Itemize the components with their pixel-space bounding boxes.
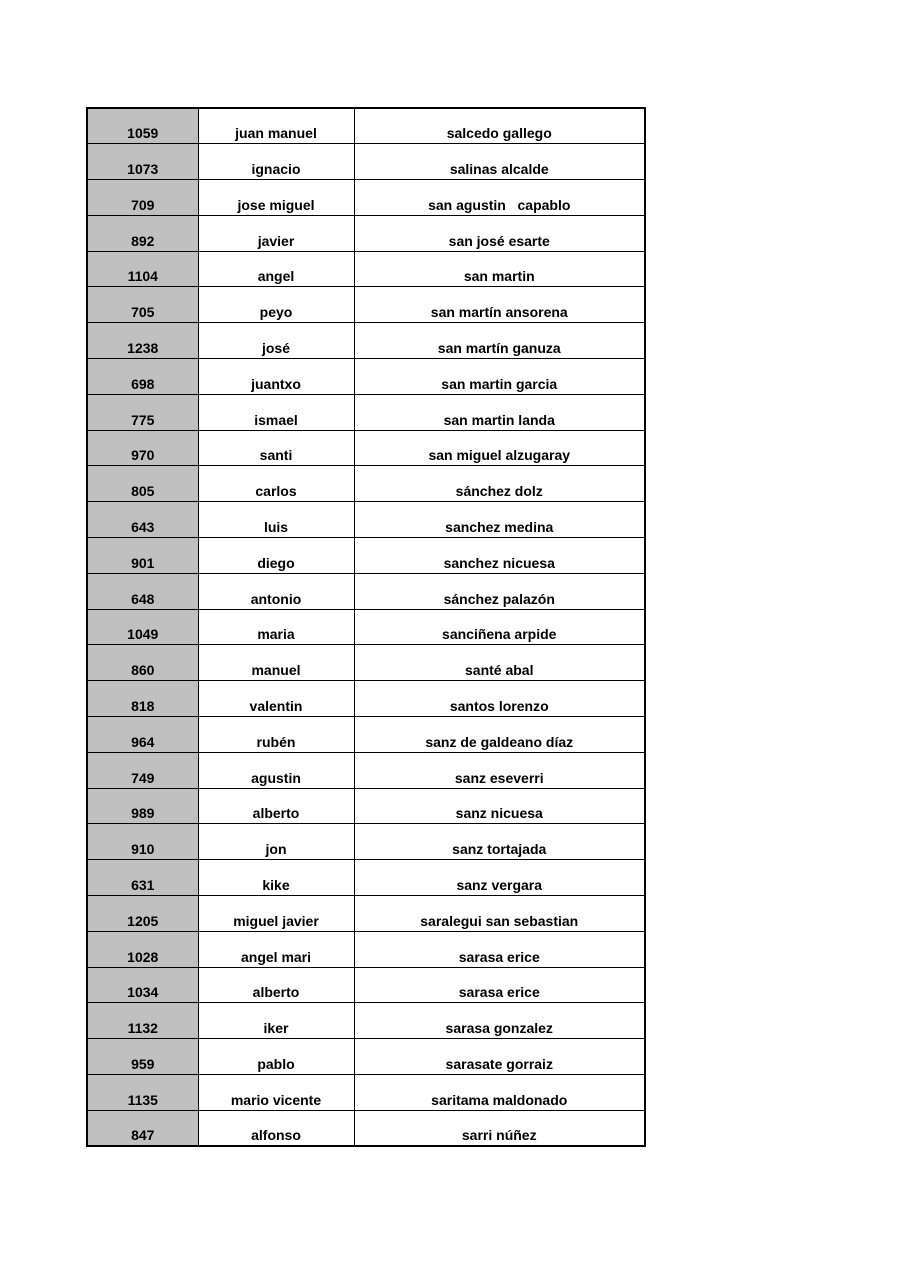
row-number-cell: 1104 bbox=[87, 251, 198, 287]
row-number-cell: 709 bbox=[87, 180, 198, 216]
table-row bbox=[87, 609, 645, 645]
first-name-cell: iker bbox=[198, 1003, 354, 1039]
last-name-cell: salcedo gallego bbox=[354, 108, 645, 144]
last-name-cell: salinas alcalde bbox=[354, 144, 645, 180]
table-row bbox=[87, 430, 645, 466]
first-name-cell: carlos bbox=[198, 466, 354, 502]
first-name-cell: juantxo bbox=[198, 359, 354, 395]
first-name-cell: juan manuel bbox=[198, 108, 354, 144]
first-name-cell: manuel bbox=[198, 645, 354, 681]
last-name-cell: sánchez dolz bbox=[354, 466, 645, 502]
last-name-cell: san miguel alzugaray bbox=[354, 430, 645, 466]
row-number-cell: 1073 bbox=[87, 144, 198, 180]
last-name-cell: sanz nicuesa bbox=[354, 788, 645, 824]
row-number-cell: 805 bbox=[87, 466, 198, 502]
row-number-cell: 1238 bbox=[87, 323, 198, 359]
last-name-cell: sanz tortajada bbox=[354, 824, 645, 860]
row-number-cell: 1028 bbox=[87, 931, 198, 967]
first-name-cell: alfonso bbox=[198, 1110, 354, 1146]
last-name-cell: sanciñena arpide bbox=[354, 609, 645, 645]
last-name-cell: sarri núñez bbox=[354, 1110, 645, 1146]
row-number-cell: 749 bbox=[87, 752, 198, 788]
last-name-cell: sarasa gonzalez bbox=[354, 1003, 645, 1039]
first-name-cell: ismael bbox=[198, 394, 354, 430]
row-number-cell: 1034 bbox=[87, 967, 198, 1003]
row-number-cell: 698 bbox=[87, 359, 198, 395]
table-row bbox=[87, 752, 645, 788]
table-row bbox=[87, 359, 645, 395]
first-name-cell: peyo bbox=[198, 287, 354, 323]
first-name-cell: jose miguel bbox=[198, 180, 354, 216]
table-row bbox=[87, 824, 645, 860]
table-row bbox=[87, 1075, 645, 1111]
last-name-cell: san josé esarte bbox=[354, 215, 645, 251]
row-number-cell: 860 bbox=[87, 645, 198, 681]
first-name-cell: kike bbox=[198, 860, 354, 896]
last-name-cell: sanchez nicuesa bbox=[354, 538, 645, 574]
table-row bbox=[87, 144, 645, 180]
first-name-cell: rubén bbox=[198, 717, 354, 753]
table-row bbox=[87, 1003, 645, 1039]
first-name-cell: josé bbox=[198, 323, 354, 359]
first-name-cell: luis bbox=[198, 502, 354, 538]
table-row bbox=[87, 967, 645, 1003]
participants-table-body bbox=[87, 108, 645, 1146]
first-name-cell: mario vicente bbox=[198, 1075, 354, 1111]
table-row bbox=[87, 860, 645, 896]
row-number-cell: 901 bbox=[87, 538, 198, 574]
participants-table bbox=[86, 107, 646, 1147]
table-row bbox=[87, 502, 645, 538]
row-number-cell: 1132 bbox=[87, 1003, 198, 1039]
last-name-cell: san martin bbox=[354, 251, 645, 287]
last-name-cell: santé abal bbox=[354, 645, 645, 681]
table-row bbox=[87, 717, 645, 753]
last-name-cell: saralegui san sebastian bbox=[354, 896, 645, 932]
table-row bbox=[87, 466, 645, 502]
row-number-cell: 970 bbox=[87, 430, 198, 466]
row-number-cell: 964 bbox=[87, 717, 198, 753]
first-name-cell: diego bbox=[198, 538, 354, 574]
last-name-cell: sanz vergara bbox=[354, 860, 645, 896]
last-name-cell: san martín ganuza bbox=[354, 323, 645, 359]
last-name-cell: san martin landa bbox=[354, 394, 645, 430]
row-number-cell: 959 bbox=[87, 1039, 198, 1075]
table-row bbox=[87, 323, 645, 359]
table-row bbox=[87, 788, 645, 824]
first-name-cell: valentin bbox=[198, 681, 354, 717]
last-name-cell: sarasa erice bbox=[354, 967, 645, 1003]
first-name-cell: pablo bbox=[198, 1039, 354, 1075]
first-name-cell: jon bbox=[198, 824, 354, 860]
row-number-cell: 643 bbox=[87, 502, 198, 538]
first-name-cell: javier bbox=[198, 215, 354, 251]
row-number-cell: 818 bbox=[87, 681, 198, 717]
table-row bbox=[87, 896, 645, 932]
last-name-cell: sarasate gorraiz bbox=[354, 1039, 645, 1075]
table-row bbox=[87, 180, 645, 216]
last-name-cell: sanz de galdeano díaz bbox=[354, 717, 645, 753]
last-name-cell: san martín ansorena bbox=[354, 287, 645, 323]
table-row bbox=[87, 645, 645, 681]
row-number-cell: 648 bbox=[87, 573, 198, 609]
table-row bbox=[87, 1110, 645, 1146]
first-name-cell: maria bbox=[198, 609, 354, 645]
table-row bbox=[87, 1039, 645, 1075]
first-name-cell: ignacio bbox=[198, 144, 354, 180]
row-number-cell: 989 bbox=[87, 788, 198, 824]
row-number-cell: 775 bbox=[87, 394, 198, 430]
row-number-cell: 1135 bbox=[87, 1075, 198, 1111]
row-number-cell: 705 bbox=[87, 287, 198, 323]
table-row bbox=[87, 931, 645, 967]
last-name-cell: sarasa erice bbox=[354, 931, 645, 967]
first-name-cell: alberto bbox=[198, 967, 354, 1003]
first-name-cell: angel mari bbox=[198, 931, 354, 967]
row-number-cell: 892 bbox=[87, 215, 198, 251]
row-number-cell: 1049 bbox=[87, 609, 198, 645]
table-row bbox=[87, 215, 645, 251]
row-number-cell: 1059 bbox=[87, 108, 198, 144]
table-row bbox=[87, 681, 645, 717]
row-number-cell: 847 bbox=[87, 1110, 198, 1146]
first-name-cell: alberto bbox=[198, 788, 354, 824]
last-name-cell: sanchez medina bbox=[354, 502, 645, 538]
row-number-cell: 631 bbox=[87, 860, 198, 896]
first-name-cell: angel bbox=[198, 251, 354, 287]
last-name-cell: saritama maldonado bbox=[354, 1075, 645, 1111]
first-name-cell: santi bbox=[198, 430, 354, 466]
row-number-cell: 910 bbox=[87, 824, 198, 860]
last-name-cell: san martin garcia bbox=[354, 359, 645, 395]
last-name-cell: sánchez palazón bbox=[354, 573, 645, 609]
last-name-cell: sanz eseverri bbox=[354, 752, 645, 788]
last-name-cell: san agustin capablo bbox=[354, 180, 645, 216]
table-row bbox=[87, 108, 645, 144]
first-name-cell: agustin bbox=[198, 752, 354, 788]
first-name-cell: miguel javier bbox=[198, 896, 354, 932]
table-row bbox=[87, 287, 645, 323]
table-row bbox=[87, 538, 645, 574]
last-name-cell: santos lorenzo bbox=[354, 681, 645, 717]
row-number-cell: 1205 bbox=[87, 896, 198, 932]
first-name-cell: antonio bbox=[198, 573, 354, 609]
table-row bbox=[87, 394, 645, 430]
table-row bbox=[87, 573, 645, 609]
table-row bbox=[87, 251, 645, 287]
